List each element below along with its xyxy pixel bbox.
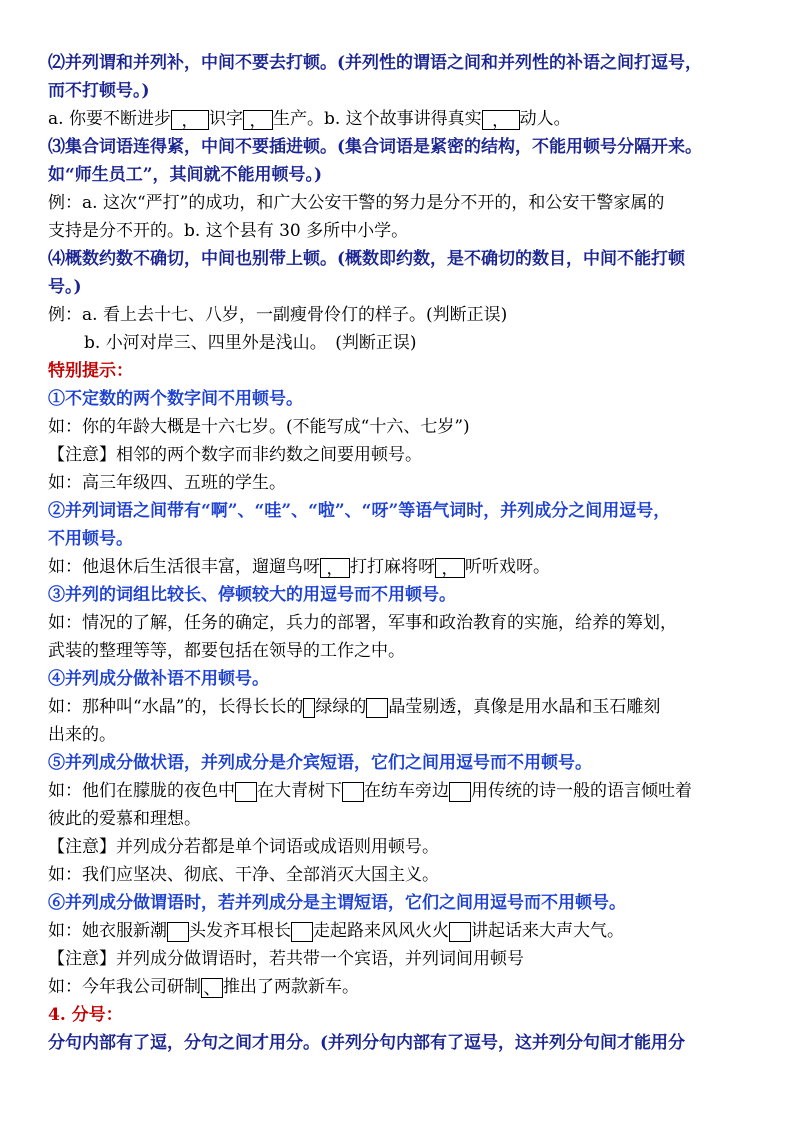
rule-2-heading: ⑵并列谓和并列补，中间不要去打顿。(并列性的谓语之间和并列性的补语之间打逗号， [48, 53, 703, 73]
text: 在大青树下 [257, 781, 342, 801]
tip-2-example [48, 556, 550, 578]
text: 如：她衣服新潮 [48, 921, 167, 941]
rule-4-example-a: 例：a. 看上去十七、八岁，一副瘦骨伶仃的样子。(判断正误) [48, 305, 508, 325]
blank-box [366, 698, 388, 718]
text: 在纺车旁边 [364, 781, 449, 801]
text: 生产。b. 这个故事讲得真实 [272, 109, 482, 129]
tip-4-example [48, 696, 660, 718]
text: a. 你要不断进步 [48, 109, 171, 129]
tip-1-note-example: 如：高三年级四、五班的学生。 [48, 473, 286, 493]
blank-box [449, 782, 471, 802]
tip-5-note: 【注意】并列成分若都是单个词语或成语则用顿号。 [48, 837, 439, 857]
tip-5-heading: ⑤并列成分做状语，并列成分是介宾短语，它们之间用逗号而不用顿号。 [48, 753, 592, 773]
text: 绿绿的 [315, 697, 367, 717]
tip-1-heading: ①不定数的两个数字间不用顿号。 [48, 389, 303, 409]
text: 走起路来风风火火 [313, 921, 449, 941]
tip-6-example [48, 920, 624, 942]
rule-3-heading-cont: 如“师生员工”，其间就不能用顿号。) [48, 165, 323, 185]
blank-box [235, 782, 257, 802]
blank-box [449, 922, 471, 942]
rule-3-example: 例：a. 这次“严打”的成功，和广大公安干警的努力是分不开的，和公安干警家属的 [48, 193, 665, 213]
tip-5-example [48, 780, 692, 802]
text: 识字 [208, 109, 243, 129]
text: 如：他退休后生活很丰富，遛遛鸟呀 [48, 557, 320, 577]
text: 如：他们在朦胧的夜色中 [48, 781, 235, 801]
rule-4-heading-cont: 号。) [48, 277, 82, 297]
tip-3-example-cont: 武装的整理等等，都要包括在领导的工作之中。 [48, 641, 405, 661]
text: 打打麻将呀 [350, 557, 435, 577]
rule-2-heading-cont: 而不打顿号。) [48, 81, 150, 101]
rule-3-example-cont: 支持是分不开的。b. 这个县有 30 多所中小学。 [48, 221, 409, 241]
tip-3-example: 如：情况的了解，任务的确定，兵力的部署，军事和政治教育的实施，给养的筹划， [48, 613, 677, 633]
text: 如：那种叫“水晶”的，长得长长的 [48, 697, 304, 717]
tip-4-heading: ④并列成分做补语不用顿号。 [48, 669, 269, 689]
blank-box [303, 698, 315, 718]
blank-box [291, 922, 313, 942]
tip-5-note-example: 如：我们应坚决、彻底、干净、全部消灭大国主义。 [48, 865, 439, 885]
rule-4-example-b: b. 小河对岸三、四里外是浅山。 (判断正误) [84, 333, 417, 353]
blank-box [167, 922, 189, 942]
section-4-heading: 4. 分号： [48, 1005, 123, 1025]
rule-4-heading: ⑷概数约数不确切，中间也别带上顿。(概数即约数，是不确切的数目，中间不能打顿 [48, 249, 686, 269]
blank-box [342, 782, 364, 802]
blank-box: ， [320, 558, 350, 578]
text: 动人。 [519, 109, 571, 129]
text: 讲起话来大声大气。 [471, 921, 624, 941]
tip-5-example-cont: 彼此的爱慕和理想。 [48, 809, 201, 829]
text: 头发齐耳根长 [189, 921, 291, 941]
rule-2-example [48, 108, 571, 130]
tip-4-example-cont: 出来的。 [48, 725, 116, 745]
blank-box: ， [435, 558, 465, 578]
tip-6-heading: ⑥并列成分做谓语时，若并列成分是主谓短语，它们之间用逗号而不用顿号。 [48, 893, 626, 913]
tip-3-heading: ③并列的词组比较长、停顿较大的用逗号而不用顿号。 [48, 585, 456, 605]
special-tips-heading: 特别提示： [48, 361, 133, 381]
text: 用传统的诗一般的语言倾吐着 [471, 781, 692, 801]
tip-2-heading: ②并列词语之间带有“啊”、“哇”、“啦”、“呀”等语气词时，并列成分之间用逗号， [48, 501, 671, 521]
section-4-rule: 分句内部有了逗，分句之间才用分。(并列分句内部有了逗号，这并列分句间才能用分 [48, 1033, 686, 1053]
tip-1-example: 如：你的年龄大概是十六七岁。(不能写成“十六、七岁”) [48, 417, 470, 437]
tip-1-note: 【注意】相邻的两个数字而非约数之间要用顿号。 [48, 445, 422, 465]
blank-box: 、 [201, 978, 223, 998]
rule-3-heading: ⑶集合词语连得紧，中间不要插进顿。(集合词语是紧密的结构，不能用顿号分隔开来。 [48, 137, 703, 157]
text: 推出了两款新车。 [223, 977, 359, 997]
blank-box: ， [171, 110, 209, 130]
tip-6-note-example [48, 976, 359, 998]
text: 听听戏呀。 [465, 557, 550, 577]
blank-box: ， [482, 110, 520, 130]
blank-box: ， [243, 110, 273, 130]
text: 如：今年我公司研制 [48, 977, 201, 997]
tip-6-note: 【注意】并列成分做谓语时，若共带一个宾语，并列词间用顿号 [48, 949, 524, 969]
text: 晶莹剔透，真像是用水晶和玉石雕刻 [388, 697, 661, 717]
tip-2-heading-cont: 不用顿号。 [48, 529, 133, 549]
